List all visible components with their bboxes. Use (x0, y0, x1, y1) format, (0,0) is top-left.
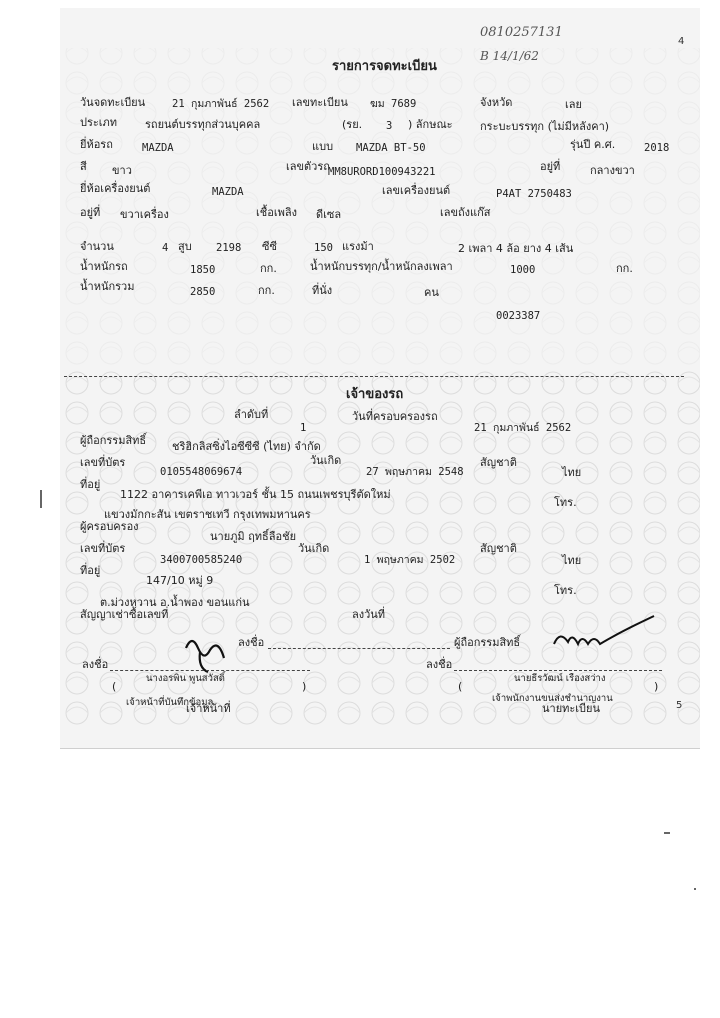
engine-no: P4AT 2750483 (496, 188, 572, 200)
cylinders: 4 (162, 242, 169, 254)
load-label: น้ำหนักบรรทุก/น้ำหนักลงเพลา (310, 260, 453, 273)
cc: 2198 (216, 242, 242, 254)
model-label: แบบ (312, 140, 334, 153)
holder-addr2: แขวงมักกะสัน เขตราชเทวี กรุงเทพมหานคร (104, 508, 311, 521)
chassis-pos: กลางขวา (590, 164, 635, 177)
province-label: จังหวัด (480, 96, 513, 109)
holder-nat-label: สัญชาติ (480, 456, 517, 469)
right-officer-role: เจ้าพนักงานขนส่งชำนาญงาน (492, 693, 613, 704)
page-number-bottom: 5 (676, 700, 683, 711)
cyl-label: สูบ (178, 240, 192, 253)
amount-label: จำนวน (80, 240, 114, 253)
gross: 2850 (190, 286, 216, 298)
owned-date-label: วันที่ครอบครองรถ (352, 410, 438, 423)
possessor-id: 3400700585240 (160, 554, 243, 566)
right-bracket-close: ) (654, 680, 659, 693)
kg3: กก. (258, 284, 275, 297)
type-label: ประเภท (80, 116, 118, 129)
left-officer-role: เจ้าหน้าที่บันทึกข้อมูล (126, 697, 214, 708)
owned-date: 21 กุมภาพันธ์ 2562 (474, 422, 572, 434)
engine-brand: MAZDA (212, 186, 244, 198)
holder-signature-image (550, 612, 660, 658)
hp-label: แรงม้า (342, 240, 374, 253)
character-label: ) ลักษณะ (408, 118, 453, 131)
holder-id-label: เลขที่บัตร (80, 456, 126, 469)
year: 2018 (644, 142, 670, 154)
load: 1000 (510, 264, 536, 276)
holder-birth: 27 พฤษภาคม 2548 (366, 466, 464, 478)
cc-label: ซีซี (262, 240, 277, 253)
plate-label: เลขทะเบียน (292, 96, 348, 109)
vehicle-type: รถยนต์บรรทุกส่วนบุคคล (145, 118, 261, 131)
possessor-birth: 1 พฤษภาคม 2502 (364, 554, 456, 566)
color: ขาว (112, 164, 132, 177)
engine-pos-label: อยู่ที่ (80, 206, 101, 219)
reg-date: 21 กุมภาพันธ์ 2562 (172, 98, 270, 110)
fuel-label: เชื้อเพลิง (256, 206, 297, 219)
contract-date-label: ลงวันที่ (352, 608, 386, 621)
left-officer-name: นางอรพิน พูนสวัสดิ์ (146, 673, 225, 684)
gross-label: น้ำหนักรวม (80, 280, 135, 293)
holder-addr-label: ที่อยู่ (80, 478, 101, 491)
possessor-tel-label: โทร. (554, 584, 577, 597)
scan-mark (40, 490, 42, 508)
contract-label: สัญญาเช่าซื้อเลขที่ (80, 608, 169, 621)
rs-label: (รย. (342, 118, 363, 131)
axles: 2 เพลา 4 ล้อ ยาง 4 เส้น (458, 242, 574, 255)
gas-tank-label: เลขถังแก๊ส (440, 206, 491, 219)
brand-label: ยี่ห้อรถ (80, 138, 113, 151)
seats-unit: คน (424, 286, 439, 299)
kg2: กก. (616, 262, 633, 275)
holder-nat: ไทย (562, 466, 582, 479)
serial-number: 0023387 (496, 310, 541, 322)
seats-label: ที่นั่ง (312, 284, 333, 297)
handwritten-date: B 14/1/62 (480, 49, 539, 63)
holder-birth-label: วันเกิด (310, 454, 342, 467)
possessor-id-label: เลขที่บัตร (80, 542, 126, 555)
engine-no-label: เลขเครื่องยนต์ (382, 184, 451, 197)
right-sign-line (454, 670, 662, 671)
possessor-nat: ไทย (562, 554, 582, 567)
page-number-top: 4 (678, 36, 685, 47)
registration-document (60, 8, 700, 749)
order-label: ลำดับที่ (234, 408, 269, 421)
engine-brand-label: ยี่ห้อเครื่องยนต์ (80, 182, 151, 195)
possessor-sign-label: ลงชื่อ (238, 636, 265, 649)
left-bracket-open: ( (112, 680, 117, 693)
holder-id: 0105548069674 (160, 466, 243, 478)
rs-value: 3 (386, 120, 393, 132)
left-bracket-close: ) (302, 680, 307, 693)
right-officer-role2: นายทะเบียน (542, 702, 601, 715)
possessor-birth-label: วันเกิด (298, 542, 330, 555)
chassis-label: เลขตัวรถ (286, 160, 330, 173)
scan-mark (694, 888, 696, 890)
left-sign-label: ลงชื่อ (82, 658, 109, 671)
reg-date-label: วันจดทะเบียน (80, 96, 146, 109)
left-officer-role2: เจ้าหน้าที่ (186, 702, 231, 715)
plate: ฆม 7689 (370, 98, 417, 110)
character: กระบะบรรทุก (ไม่มีหลังคา) (480, 120, 610, 133)
fuel: ดีเซล (316, 208, 342, 221)
right-bracket-open: ( (458, 680, 463, 693)
right-officer-name: นายธีรวัฒน์ เรืองสว่าง (514, 673, 606, 684)
right-sign-label: ลงชื่อ (426, 658, 453, 671)
province: เลย (565, 98, 582, 111)
possessor-addr1: 147/10 หมู่ 9 (146, 574, 214, 587)
possessor-name: นายภูมิ ฤทธิ์ลือชัย (210, 530, 297, 543)
owner-section-title: เจ้าของรถ (346, 387, 404, 402)
holder-label: ผู้ถือกรรมสิทธิ์ (80, 434, 147, 447)
holder-sign-role: ผู้ถือกรรมสิทธิ์ (454, 636, 521, 649)
weight: 1850 (190, 264, 216, 276)
chassis-pos-label: อยู่ที่ (540, 160, 561, 173)
possessor-label: ผู้ครอบครอง (80, 520, 139, 533)
hp: 150 (314, 242, 333, 254)
brand: MAZDA (142, 142, 174, 154)
possessor-addr-label: ที่อยู่ (80, 564, 101, 577)
order: 1 (300, 422, 307, 434)
kg1: กก. (260, 262, 277, 275)
engine-pos: ขวาเครื่อง (120, 208, 169, 221)
possessor-nat-label: สัญชาติ (480, 542, 517, 555)
year-label: รุ่นปี ค.ศ. (570, 138, 616, 151)
section-divider (64, 376, 684, 377)
chassis: MM8URORD100943221 (328, 166, 436, 178)
weight-label: น้ำหนักรถ (80, 260, 128, 273)
handwritten-code: 0810257131 (480, 25, 563, 40)
model: MAZDA BT-50 (356, 142, 426, 154)
color-label: สี (80, 160, 87, 173)
holder-tel-label: โทร. (554, 496, 577, 509)
left-sign-line (110, 670, 310, 671)
document-title: รายการจดทะเบียน (332, 59, 437, 74)
holder-addr1: 1122 อาคารเคพีเอ ทาวเวอร์ ชั้น 15 ถนนเพชรบุรีตัดใหม่ (120, 488, 391, 501)
holder-name: ชริฮิกลิสซิ่งไอซีซีซี (ไทย) จำกัด (172, 440, 321, 453)
possessor-addr2: ต.ม่วงหวาน อ.น้ำพอง ขอนแก่น (100, 596, 250, 609)
possessor-sign-line (268, 648, 450, 649)
scan-mark (664, 832, 670, 834)
